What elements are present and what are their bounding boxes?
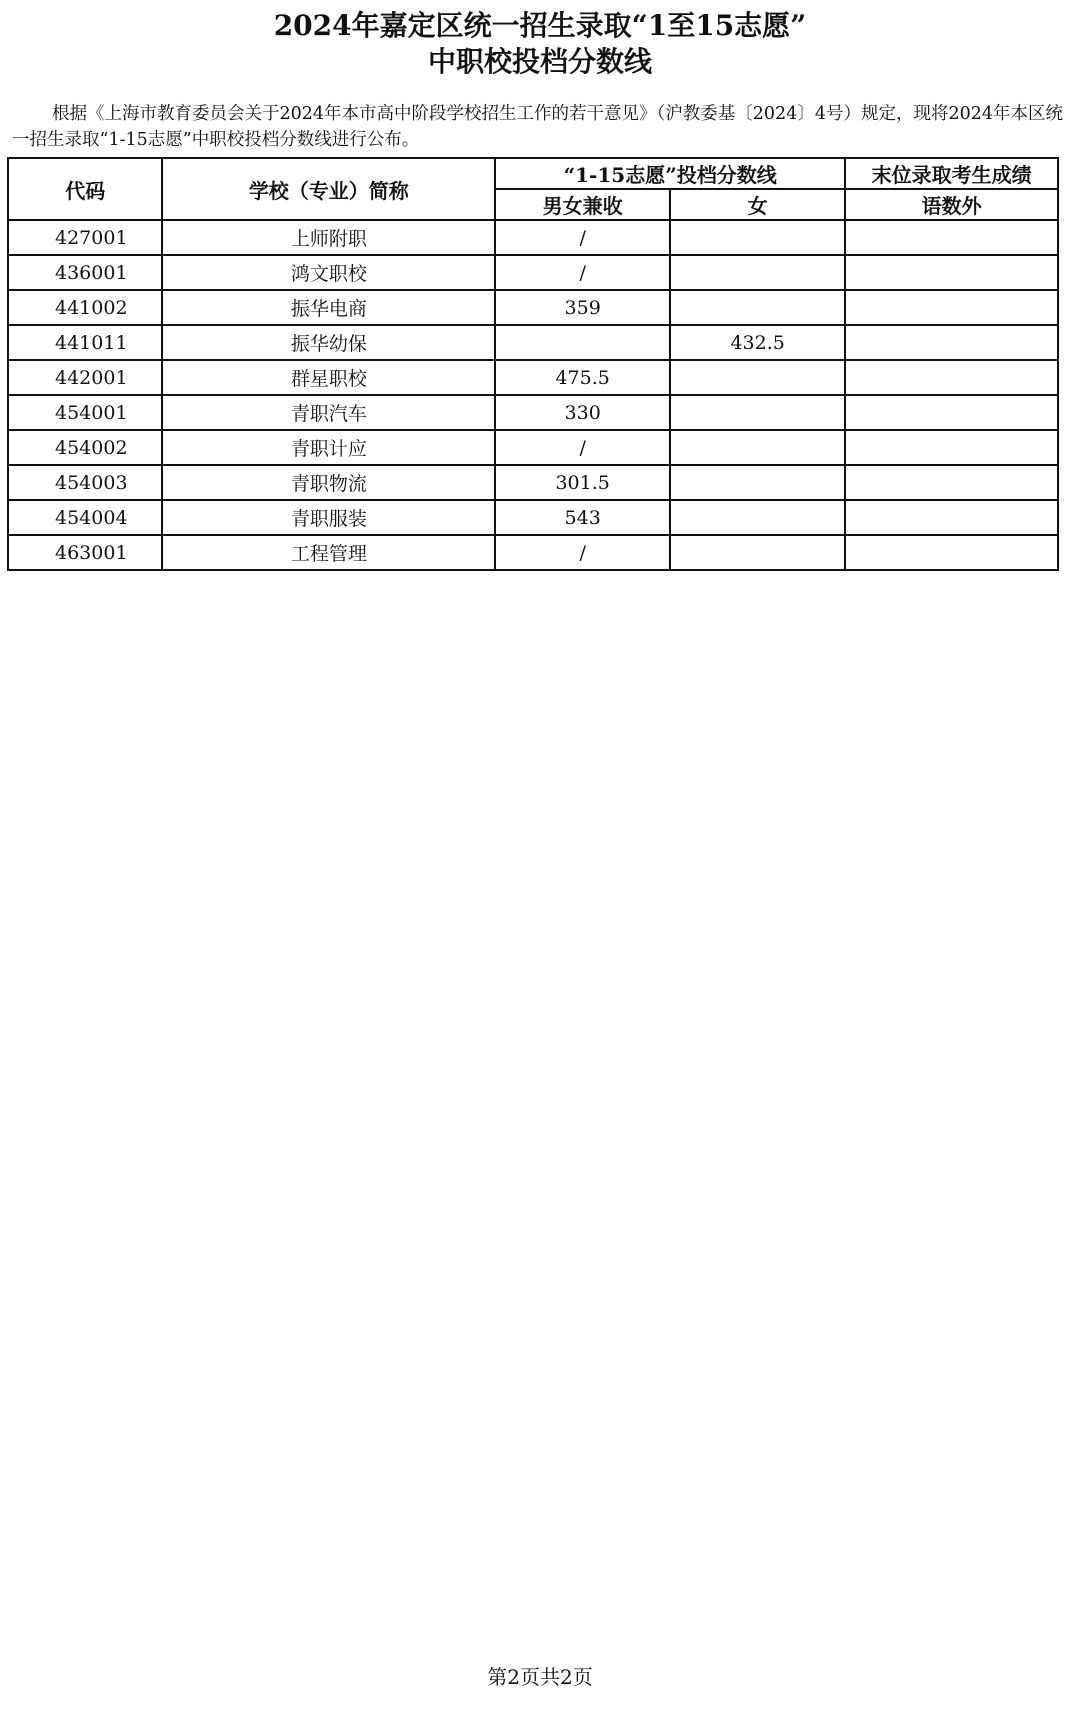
cell-code: 454003 [8,465,162,500]
cell-coed [495,325,670,360]
cell-school: 振华幼保 [162,325,495,360]
header-female: 女 [670,189,845,220]
cell-school: 青职计应 [162,430,495,465]
cell-coed: / [495,220,670,255]
cell-code: 463001 [8,535,162,570]
table-row [8,255,1058,290]
intro-paragraph [12,101,1072,153]
cell-female [670,430,845,465]
cell-last [845,430,1058,465]
cell-female [670,395,845,430]
cell-last [845,535,1058,570]
header-school: 学校（专业）简称 [162,158,495,220]
header-code: 代码 [8,158,162,220]
table-row [8,395,1058,430]
cell-school: 上师附职 [162,220,495,255]
cell-female [670,500,845,535]
cell-coed: 330 [495,395,670,430]
cell-coed: / [495,255,670,290]
cell-code: 441011 [8,325,162,360]
score-table [7,157,1059,571]
cell-female [670,465,845,500]
table-row [8,325,1058,360]
cell-female: 432.5 [670,325,845,360]
cell-school: 青职汽车 [162,395,495,430]
document-title-line2: 中职校投档分数线 [427,45,652,78]
cell-code: 427001 [8,220,162,255]
cell-female [670,255,845,290]
cell-code: 454004 [8,500,162,535]
cell-last [845,465,1058,500]
cell-last [845,290,1058,325]
cell-code: 441002 [8,290,162,325]
header-score-group: “1-15志愿”投档分数线 [495,158,845,189]
table-row [8,465,1058,500]
cell-school: 青职服装 [162,500,495,535]
cell-last [845,325,1058,360]
cell-coed: 475.5 [495,360,670,395]
table-row [8,220,1058,255]
cell-last [845,395,1058,430]
header-last-group: 末位录取考生成绩 [845,158,1058,189]
cell-coed: 359 [495,290,670,325]
table-row [8,430,1058,465]
cell-school: 振华电商 [162,290,495,325]
cell-coed: / [495,535,670,570]
cell-coed: 543 [495,500,670,535]
page-indicator: 第2页共2页 [487,1665,593,1689]
cell-code: 436001 [8,255,162,290]
cell-female [670,290,845,325]
document-title-line1: 2024年嘉定区统一招生录取“1至15志愿” [273,9,807,42]
cell-last [845,500,1058,535]
table-row [8,290,1058,325]
cell-last [845,220,1058,255]
cell-code: 454002 [8,430,162,465]
cell-coed: / [495,430,670,465]
header-coed: 男女兼收 [495,189,670,220]
cell-coed: 301.5 [495,465,670,500]
cell-school: 青职物流 [162,465,495,500]
cell-code: 454001 [8,395,162,430]
table-body [8,220,1058,570]
cell-school: 工程管理 [162,535,495,570]
header-last-subjects: 语数外 [845,189,1058,220]
cell-code: 442001 [8,360,162,395]
table-row [8,535,1058,570]
intro-text: 根据《上海市教育委员会关于2024年本市高中阶段学校招生工作的若干意见》（沪教委基〔2024〕4号）规定，现将2024年本区统一招生录取“1-15志愿”中职校投档分数线进行公布。 [12,104,1063,150]
cell-last [845,255,1058,290]
cell-school: 鸿文职校 [162,255,495,290]
table-header-row-1 [8,158,1058,189]
cell-female [670,535,845,570]
cell-female [670,220,845,255]
table-row [8,500,1058,535]
cell-school: 群星职校 [162,360,495,395]
cell-female [670,360,845,395]
cell-last [845,360,1058,395]
table-row [8,360,1058,395]
